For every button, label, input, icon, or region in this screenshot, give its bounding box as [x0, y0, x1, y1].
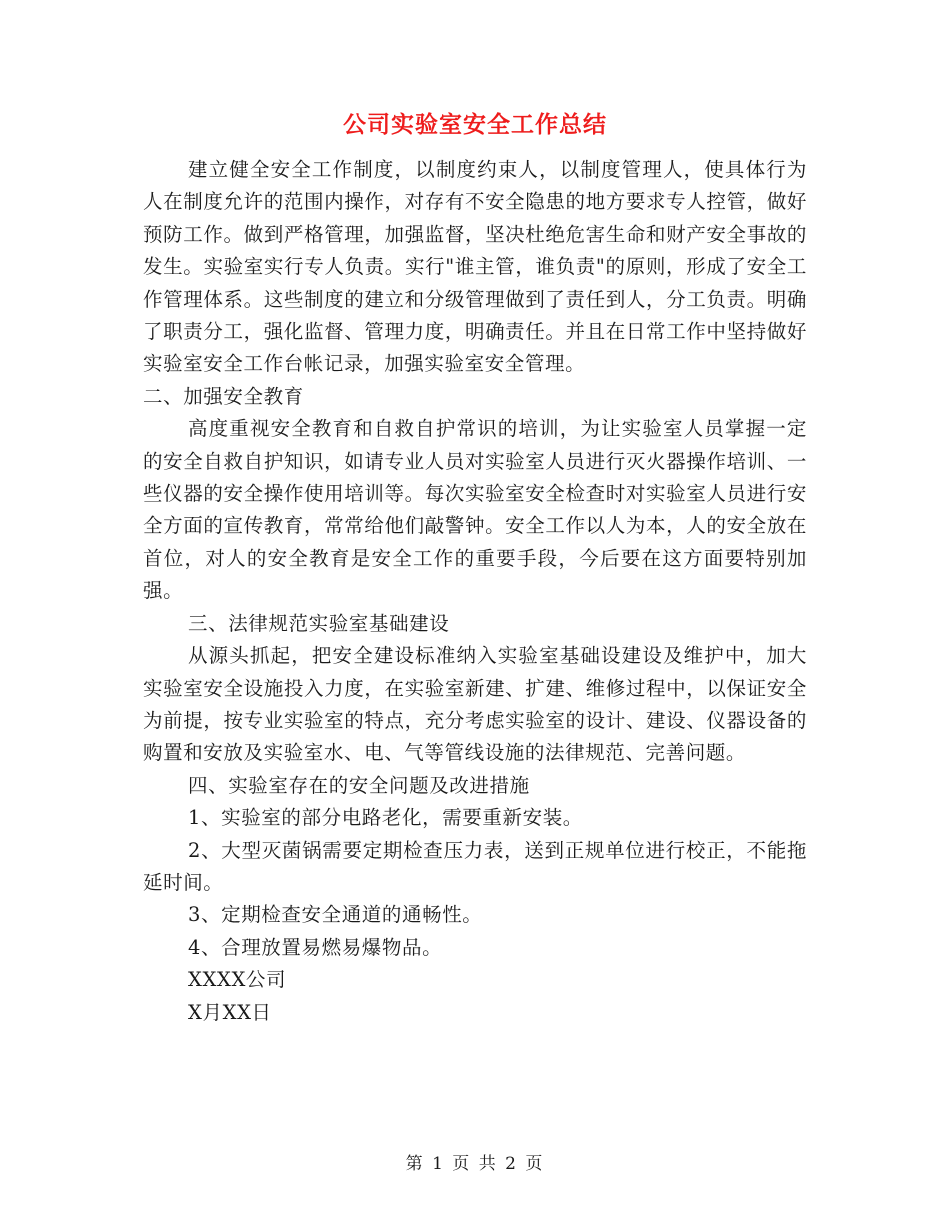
paragraph-safety-education: 高度重视安全教育和自救自护常识的培训，为让实验室人员掌握一定的安全自救自护知识，如请专业人员对实验室人员进行灭火器操作培训、一些仪器的安全操作使用培训等。每次实验室安全检查时对实验室人员进行安全方面的宣传教育，常常给他们敲警钟。安全工作以人为本，人的安全放在首位，对人的安全教育是安全工作的重要手段，今后要在这方面要特别加强。 [143, 417, 807, 603]
signature-company: XXXX公司 [188, 968, 287, 992]
document-body [143, 154, 807, 1029]
page-number-footer: 第 1 页 共 2 页 [405, 1154, 545, 1174]
heading-problems-measures: 四、实验室存在的安全问题及改进措施 [188, 773, 530, 797]
paragraph-lab-construction: 从源头抓起，把安全建设标准纳入实验室基础设建设及维护中，加大实验室安全设施投入力度，在实验室新建、扩建、维修过程中，以保证安全为前提，按专业实验室的特点，充分考虑实验室的设计、建设、仪器设备的购置和安放及实验室水、电、气等管线设施的法律规范、完善问题。 [143, 644, 807, 765]
list-item-flammables: 4、合理放置易燃易爆物品。 [188, 935, 443, 959]
heading-lab-construction: 三、法律规范实验室基础建设 [188, 611, 450, 635]
document-title: 公司实验室安全工作总结 [343, 112, 607, 138]
list-item-circuit: 1、实验室的部分电路老化，需要重新安装。 [188, 806, 583, 830]
list-item-safety-passage: 3、定期检查安全通道的通畅性。 [188, 903, 483, 927]
list-item-sterilizer: 2、大型灭菌锅需要定期检查压力表，送到正规单位进行校正，不能拖延时间。 [143, 838, 807, 894]
signature-date: X月XX日 [188, 1000, 272, 1024]
heading-safety-education: 二、加强安全教育 [143, 384, 304, 408]
paragraph-safety-system: 建立健全安全工作制度，以制度约束人，以制度管理人，使具体行为人在制度允许的范围内操作，对存有不安全隐患的地方要求专人控管，做好预防工作。做到严格管理，加强监督，坚决杜绝危害生命和财产安全事故的发生。实验室实行专人负责。实行"谁主管，谁负责"的原则，形成了安全工作管理体系。这些制度的建立和分级管理做到了责任到人，分工负责。明确了职责分工，强化监督、管理力度，明确责任。并且在日常工作中坚持做好实验室安全工作台帐记录，加强实验室安全管理。 [143, 158, 807, 376]
